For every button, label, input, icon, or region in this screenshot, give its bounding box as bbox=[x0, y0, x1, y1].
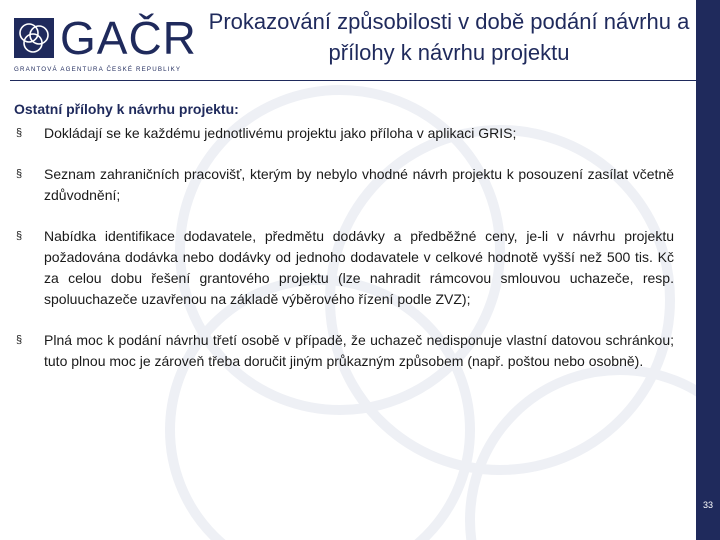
section-sign-bullet-icon: § bbox=[16, 334, 23, 346]
logo-wordmark: GAČR bbox=[60, 12, 197, 64]
list-item-text: Seznam zahraničních pracovišť, kterým by nebylo vhodné návrh projektu k posouzení zasílat včetně zdůvodnění; bbox=[44, 166, 674, 203]
logo-subtitle: GRANTOVÁ AGENTURA ČESKÉ REPUBLIKY bbox=[14, 66, 182, 73]
slide-title: Prokazování způsobilosti v době podání návrhu a přílohy k návrhu projektu bbox=[208, 9, 690, 65]
page-number: 33 bbox=[702, 500, 713, 510]
list-item bbox=[14, 123, 674, 144]
list-item-text: Nabídka identifikace dodavatele, předmětu dodávky a předběžné ceny, je-li v návrhu projektu požadována dodávka nebo dodávky od jednoho dodavatele v celkové hodnotě vyšší než 500 tis. Kč za celou dobu řešení grantového projektu (lze nahradit rámcovou smlouvou uchazeče, resp. spoluuchazeče uzavřenou na základě výběrového řízení podle ZVZ); bbox=[44, 228, 674, 307]
section-sign-bullet-icon: § bbox=[16, 230, 23, 242]
list-item bbox=[14, 226, 674, 310]
list-item bbox=[14, 164, 674, 206]
section-heading: Ostatní přílohy k návrhu projektu: bbox=[14, 101, 239, 117]
list-item bbox=[14, 330, 674, 372]
right-sidebar-bar bbox=[696, 0, 720, 540]
slide-content bbox=[14, 100, 674, 392]
bullet-list bbox=[14, 123, 674, 372]
gacr-emblem-icon bbox=[14, 18, 54, 58]
list-item-text: Dokládají se ke každému jednotlivému projektu jako příloha v aplikaci GRIS; bbox=[44, 125, 517, 141]
section-sign-bullet-icon: § bbox=[16, 168, 23, 180]
gacr-logo bbox=[14, 12, 197, 73]
list-item-text: Plná moc k podání návrhu třetí osobě v případě, že uchazeč nedisponuje vlastní datovou schránkou; tuto plnou moc je zároveň třeba doručit jiným průkazným způsobem (např. poštou nebo osobně). bbox=[44, 332, 674, 369]
header-divider bbox=[10, 80, 696, 81]
section-sign-bullet-icon: § bbox=[16, 127, 23, 139]
